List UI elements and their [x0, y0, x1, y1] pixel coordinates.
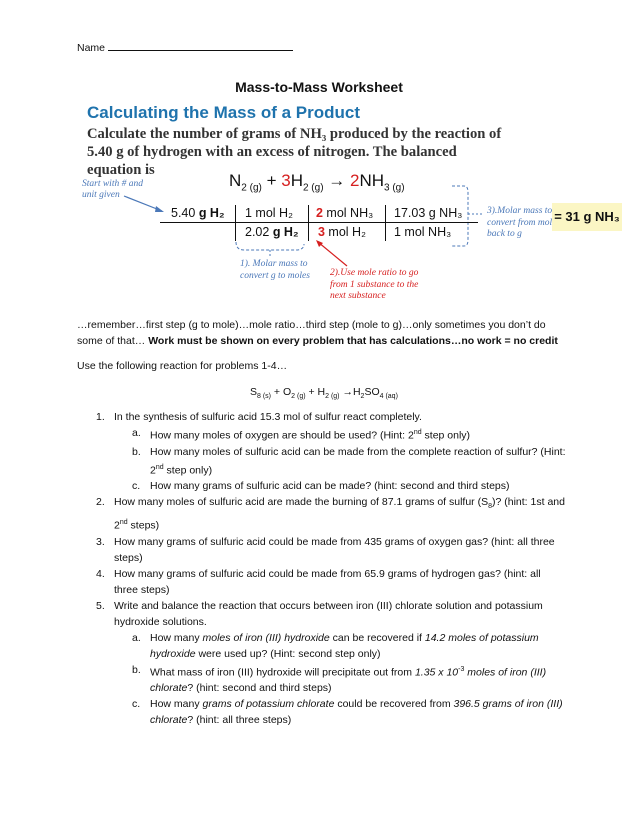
answer-box: = 31 g NH₃ — [552, 203, 622, 231]
problem-1a: a. How many moles of oxygen are should be used? (Hint: 2nd step only) — [132, 427, 471, 442]
remember-text: …remember…first step (g to mole)…mole ratio…third step (mole to g)…only sometimes you don’t do some of that… Work must be shown on every problem that has calculations…no work = no credit — [77, 319, 558, 347]
reaction-equation: $S_{8 (s)} + O_{2 (g)} + H_{2 (g)} \to H_2SO_{4 (aq)}$ — [250, 386, 398, 401]
factor1-top: 1 mol H₂ — [245, 206, 293, 220]
problem-1: 1. In the synthesis of sulfuric acid 15.3 mol of sulfur react completely. — [96, 411, 422, 423]
problem-1b: b. How many moles of sulfuric acid can be made from the complete reaction of sulfur? (Hint: 2nd step only) — [132, 445, 566, 476]
name-label: Name — [77, 42, 106, 54]
factor3-bottom: 1 mol NH₃ — [394, 225, 452, 239]
factor2-bottom: 3 mol H₂ — [318, 225, 366, 239]
problem-1c: c. How many grams of sulfuric acid can be made? (hint: second and third steps) — [132, 480, 510, 492]
factor3-top: 17.03 g NH₃ — [394, 206, 463, 220]
factor2-top: 2 mol NH₃ — [316, 206, 374, 220]
problem-3: 3. How many grams of sulfuric acid could be made from 435 grams of oxygen gas? (hint: all three steps) — [96, 535, 555, 564]
annotation-arrows — [0, 0, 638, 330]
page-title: Mass-to-Mass Worksheet — [235, 79, 403, 95]
factor1-bottom: 2.02 g H₂ — [245, 225, 299, 239]
problem-4: 4. How many grams of sulfuric acid could be made from 65.9 grams of hydrogen gas? (hint: all three steps) — [96, 567, 541, 596]
problem-5: 5. Write and balance the reaction that occurs between iron (III) chlorate solution and potassium hydroxide solutions. — [96, 599, 543, 628]
note-molar-mass-1: 1). Molar mass to convert g to moles — [240, 259, 310, 281]
problem-5c: c. How many grams of potassium chlorate could be recovered from 396.5 grams of iron (III) chlorate? (hint: all three steps) — [132, 698, 563, 727]
ratio-arrow — [318, 242, 347, 266]
start-note: Start with # and unit given — [82, 179, 143, 200]
problem-5a: a. How many moles of iron (III) hydroxide can be recovered if 14.2 moles of potassium hydroxide were used up? (Hint: second step only) — [132, 631, 539, 660]
start-arrow-head — [155, 206, 164, 212]
problem-5b: b. What mass of iron (III) hydroxide will precipitate out from 1.35 x $10^{-3}$ moles of iron (III) chlorate? (hint: second and third steps) — [132, 663, 547, 695]
example-question: Calculate the number of grams of NH₃ produced by the reaction of 5.40 g of hydrogen with an excess of nitrogen. The balanced equation is — [87, 126, 502, 178]
bracket-1 — [236, 242, 304, 250]
note-mole-ratio: 2).Use mole ratio to go from 1 substance to the next substance — [330, 268, 419, 301]
given-quantity: 5.40 g H₂ — [171, 206, 225, 220]
example-heading: Calculating the Mass of a Product — [87, 103, 360, 122]
fraction-line — [160, 222, 478, 223]
problem-2: 2. How many moles of sulfuric acid are made the burning of 87.1 grams of sulfur $(S_8)$? (hint: 1st and 2nd steps) — [96, 496, 565, 532]
grid-divider-2 — [308, 205, 309, 241]
grid-divider-3 — [385, 205, 386, 241]
problem-list — [96, 409, 566, 728]
note-molar-mass-3: 3).Molar mass to convert from mol back to g — [487, 206, 553, 239]
grid-divider-1 — [235, 205, 236, 241]
use-reaction-line: Use the following reaction for problems 1-4… — [77, 360, 288, 372]
balanced-equation: $N_{2 (g)} + 3H_{2 (g)} \to 2NH_{3 (g)}$ — [229, 171, 405, 194]
